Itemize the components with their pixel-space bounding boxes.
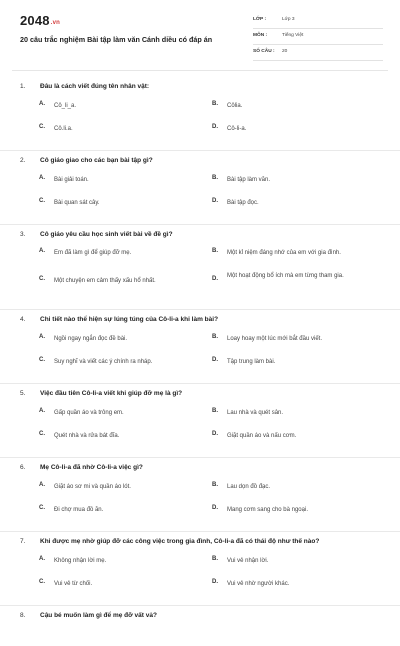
option-letter: D.	[212, 276, 218, 282]
option-letter: D.	[212, 505, 218, 511]
question-number: 4.	[20, 316, 26, 323]
option-text: Gấp quần áo và trông em.	[54, 410, 124, 416]
option-text: Đi chợ mua đồ ăn.	[54, 507, 104, 513]
option-letter: A.	[39, 482, 45, 488]
question-item	[0, 532, 400, 606]
option-letter: C.	[39, 579, 45, 585]
question-number: 2.	[20, 157, 26, 164]
option-text: Côlia.	[227, 103, 243, 109]
question-text: Cô giáo yêu cầu học sinh viết bài về đề gì?	[40, 231, 173, 238]
option-letter: B.	[212, 101, 218, 107]
question-text: Cô giáo giao cho các bạn bài tập gì?	[40, 157, 153, 164]
meta-label: SỐ CÂU :	[253, 49, 275, 54]
meta-value: Tiếng Việt	[282, 33, 304, 38]
option-text: Lau dọn đồ đạc.	[227, 484, 271, 490]
option-text: Bài giải toán.	[54, 177, 89, 183]
question-number: 5.	[20, 390, 26, 397]
option-text: Cô-li-a.	[227, 126, 247, 132]
option-letter: C.	[39, 124, 45, 130]
question-number: 8.	[20, 612, 26, 619]
option-text: Một kỉ niệm đáng nhớ của em với gia đình.	[227, 250, 341, 256]
option-letter: C.	[39, 505, 45, 511]
option-letter: B.	[212, 248, 218, 254]
option-letter: D.	[212, 431, 218, 437]
quiz-meta	[253, 14, 383, 62]
option-text: Bài tập đọc.	[227, 200, 259, 206]
question-list	[0, 77, 400, 646]
option-letter: D.	[212, 579, 218, 585]
option-letter: D.	[212, 357, 218, 363]
logo-text: 2048	[20, 13, 50, 28]
question-item	[0, 606, 400, 646]
header-divider	[12, 70, 388, 71]
option-letter: B.	[212, 408, 218, 414]
question-text: Cậu bé muốn làm gì để mẹ đỡ vất vả?	[40, 612, 157, 619]
question-number: 6.	[20, 464, 26, 471]
option-text: Quét nhà và rửa bát đĩa.	[54, 433, 120, 439]
option-text: Tập trung làm bài.	[227, 359, 276, 365]
option-text: Vui vẻ từ chối.	[54, 581, 93, 587]
option-text: Một chuyện em cảm thấy xấu hổ nhất.	[54, 278, 156, 284]
option-text: Loay hoay một lúc mới bắt đầu viết.	[227, 336, 322, 342]
option-text: Một hoạt động bổ ích mà em từng tham gia.	[227, 273, 344, 279]
meta-label: LỚP :	[253, 17, 267, 22]
option-text: Bài quan sát cây.	[54, 200, 100, 206]
question-item	[0, 77, 400, 151]
meta-label: MÔN :	[253, 33, 268, 38]
meta-row-count	[253, 46, 383, 61]
question-text: Khi được mẹ nhờ giúp đỡ các công việc trong gia đình, Cô-li-a đã có thái độ như thế nào?	[40, 538, 320, 545]
option-text: Cô_li_a.	[54, 103, 77, 109]
option-text: Không nhận lời mẹ.	[54, 558, 107, 564]
question-number: 3.	[20, 231, 26, 238]
option-letter: A.	[39, 175, 45, 181]
option-letter: C.	[39, 198, 45, 204]
option-letter: B.	[212, 175, 218, 181]
option-letter: A.	[39, 556, 45, 562]
option-letter: A.	[39, 408, 45, 414]
logo-suffix: .vn	[50, 20, 61, 26]
question-text: Mẹ Cô-li-a đã nhờ Cô-li-a việc gì?	[40, 464, 143, 471]
meta-row-subject	[253, 30, 383, 45]
question-item	[0, 384, 400, 458]
question-number: 1.	[20, 83, 26, 90]
option-text: Cô.li.a.	[54, 126, 73, 132]
question-item	[0, 458, 400, 532]
question-item	[0, 310, 400, 384]
option-letter: B.	[212, 556, 218, 562]
option-text: Giặt quần áo và nấu cơm.	[227, 433, 297, 439]
question-text: Chi tiết nào thể hiện sự lúng túng của Cô-li-a khi làm bài?	[40, 316, 219, 323]
option-letter: C.	[39, 276, 45, 282]
option-text: Em đã làm gì để giúp đỡ mẹ.	[54, 250, 132, 256]
option-text: Vui vẻ nhờ người khác.	[227, 581, 290, 587]
option-letter: A.	[39, 248, 45, 254]
option-text: Lau nhà và quét sân.	[227, 410, 284, 416]
meta-value: 20	[282, 49, 288, 54]
option-letter: A.	[39, 101, 45, 107]
meta-value: Lớp 3	[282, 17, 295, 22]
page-header	[0, 0, 400, 62]
question-item	[0, 151, 400, 225]
option-text: Suy nghĩ và viết các ý chính ra nháp.	[54, 359, 153, 365]
meta-row-class	[253, 14, 383, 29]
option-letter: C.	[39, 431, 45, 437]
question-item	[0, 225, 400, 310]
option-text: Giặt áo sơ mi và quần áo lót.	[54, 484, 131, 490]
option-letter: B.	[212, 482, 218, 488]
question-text: Việc đầu tiên Cô-li-a viết khi giúp đỡ mẹ là gì?	[40, 390, 183, 397]
question-text: Đâu là cách viết đúng tên nhân vật:	[40, 83, 150, 90]
option-letter: B.	[212, 334, 218, 340]
option-letter: C.	[39, 357, 45, 363]
option-text: Mang cơm sang cho bà ngoại.	[227, 507, 308, 513]
site-logo[interactable]	[20, 13, 60, 28]
page-title: 20 câu trắc nghiệm Bài tập làm văn Cánh diều có đáp án	[20, 35, 213, 44]
option-letter: D.	[212, 124, 218, 130]
option-text: Vui vẻ nhận lời.	[227, 558, 269, 564]
option-letter: D.	[212, 198, 218, 204]
question-number: 7.	[20, 538, 26, 545]
option-letter: A.	[39, 334, 45, 340]
option-text: Ngồi ngay ngắn đọc đề bài.	[54, 336, 128, 342]
option-text: Bài tập làm văn.	[227, 177, 271, 183]
